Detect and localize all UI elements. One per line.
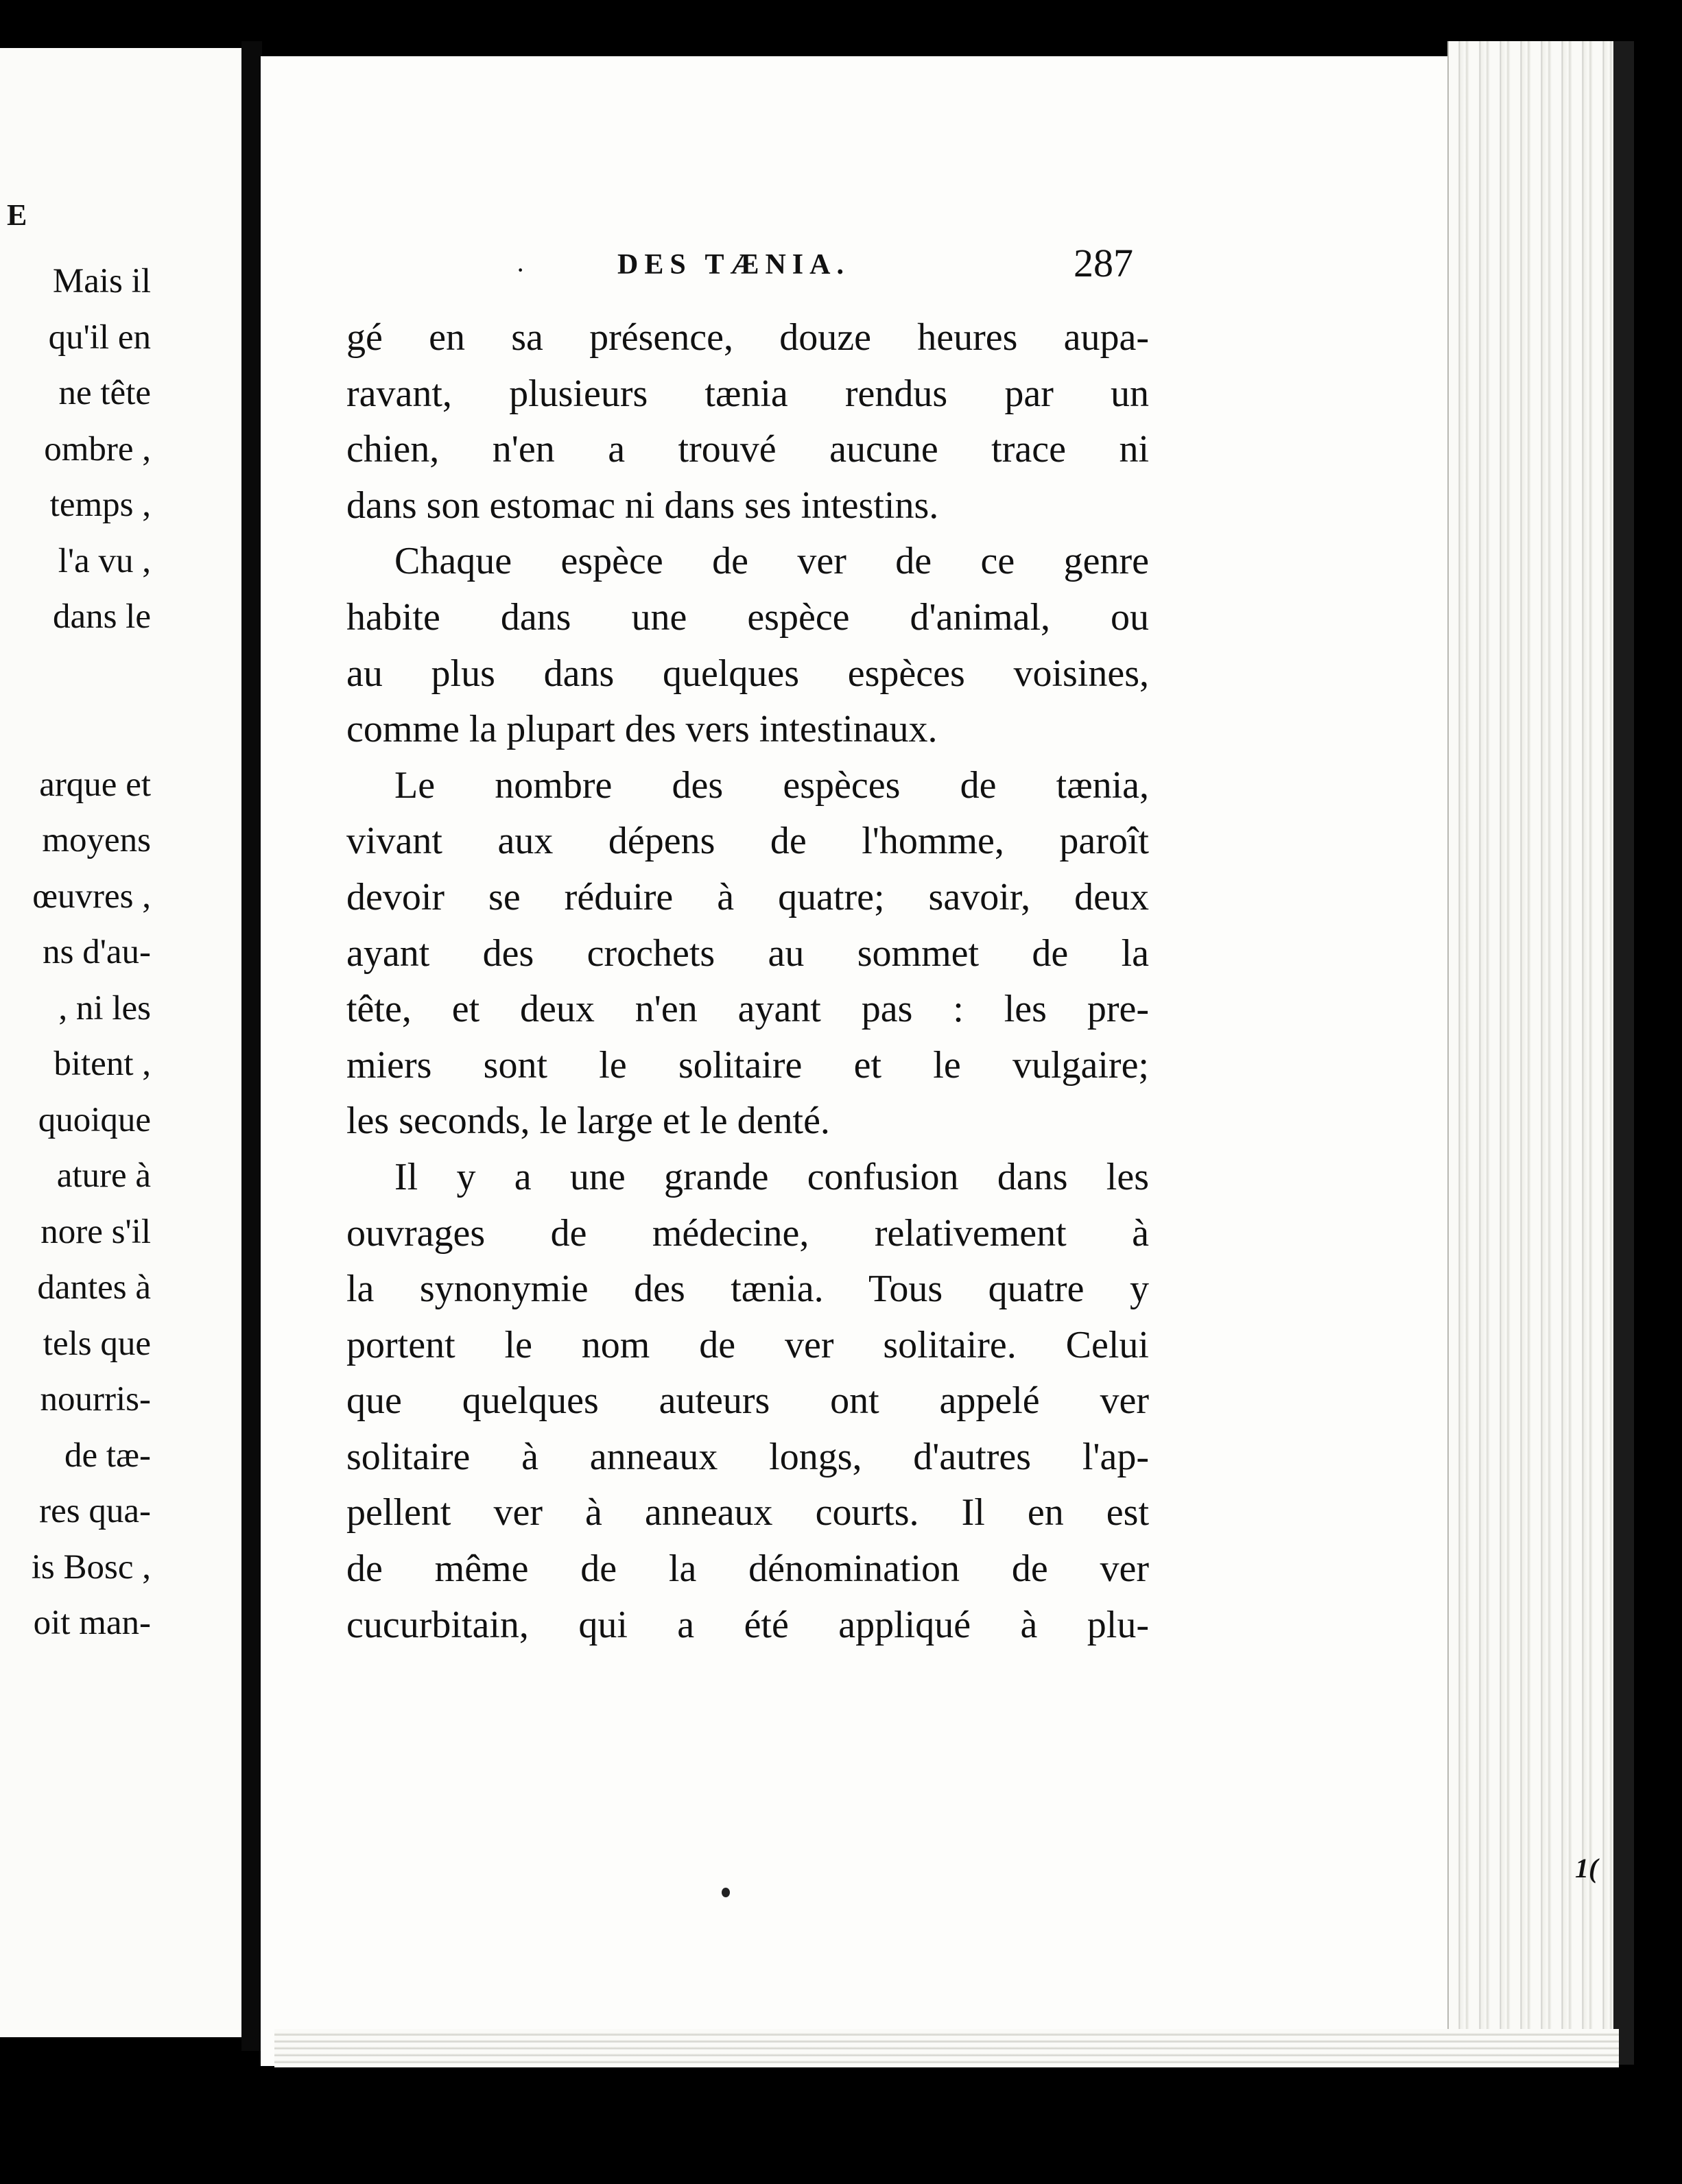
left-page-line: nourris- (40, 1380, 151, 1419)
text-line: cucurbitain, qui a été appliqué à plu- (346, 1603, 1149, 1646)
facing-page-left (0, 48, 244, 2037)
text-line: dans son estomac ni dans ses intestins. (346, 484, 939, 527)
left-page-line: ne tête (58, 374, 151, 412)
text-line: pellent ver à anneaux courts. Il en est (346, 1491, 1149, 1534)
text-line: les seconds, le large et le denté. (346, 1100, 830, 1143)
left-page-line: , ni les (58, 988, 151, 1028)
body-text (346, 310, 1149, 1653)
left-page-line: dantes à (37, 1268, 151, 1307)
text-line: ayant des crochets au sommet de la (346, 931, 1149, 975)
left-page-line: ature à (56, 1156, 151, 1195)
left-page-line: dans le (52, 597, 151, 636)
text-line: devoir se réduire à quatre; savoir, deux (346, 875, 1149, 918)
left-page-line: nore s'il (40, 1212, 151, 1251)
text-line: ouvrages de médecine, relativement à (346, 1211, 1149, 1255)
left-page-line: bitent , (54, 1045, 151, 1083)
text-line: que quelques auteurs ont appelé ver (346, 1379, 1149, 1423)
left-page-line: quoique (38, 1100, 151, 1139)
text-line: chien, n'en a trouvé aucune trace ni (346, 428, 1149, 471)
page-edges (1447, 41, 1634, 2065)
page-bottom-edge (274, 2029, 1619, 2067)
text-line: la synonymie des tænia. Tous quatre y (346, 1268, 1149, 1311)
left-page-line: moyens (42, 821, 151, 859)
text-line: miers sont le solitaire et le vulgaire; (346, 1043, 1149, 1087)
left-page-line: arque et (39, 765, 151, 804)
left-page-line: œuvres , (32, 877, 151, 916)
text-line: portent le nom de ver solitaire. Celui (346, 1323, 1149, 1366)
running-head-ornament: · (516, 254, 525, 285)
left-page-line: oit man- (33, 1604, 151, 1642)
left-page-line: temps , (49, 486, 151, 524)
left-page-line: res qua- (39, 1492, 151, 1530)
left-page-line: ns d'au- (43, 933, 151, 971)
ink-dot (722, 1888, 730, 1897)
text-line: au plus dans quelques espèces voisines, (346, 652, 1149, 695)
edge-mark: 1( (1575, 1853, 1598, 1884)
text-line: comme la plupart des vers intestinaux. (346, 708, 938, 751)
left-page-line: de tæ- (56, 1436, 151, 1475)
left-page-line: l'a vu , (49, 541, 151, 580)
left-page-text (0, 254, 233, 1652)
left-page-line (0, 701, 233, 757)
left-page-line: Mais il (52, 262, 151, 300)
left-page-line: qu'il en (48, 318, 151, 357)
left-page-line: tels que (43, 1324, 151, 1363)
left-page-line: is Bosc , (31, 1547, 151, 1587)
text-line: Le nombre des espèces de tænia, (394, 763, 1149, 807)
book-gutter (241, 41, 262, 2051)
text-line: tête, et deux n'en ayant pas : les pre- (346, 988, 1149, 1031)
left-page-line (0, 645, 233, 702)
text-line: gé en sa présence, douze heures aupa- (346, 316, 1149, 359)
left-page-line: ombre , (44, 429, 151, 468)
text-line: vivant aux dépens de l'homme, paroît (346, 820, 1149, 863)
left-running-head: E (7, 198, 29, 232)
text-line: Il y a une grande confusion dans les (394, 1155, 1149, 1198)
page-number: 287 (1074, 241, 1133, 285)
text-line: Chaque espèce de ver de ce genre (394, 540, 1149, 583)
running-head: DES TÆNIA. (617, 249, 850, 281)
text-line: de même de la dénomination de ver (346, 1547, 1149, 1591)
text-line: ravant, plusieurs tænia rendus par un (346, 372, 1149, 415)
text-line: habite dans une espèce d'animal, ou (346, 595, 1149, 639)
text-line: solitaire à anneaux longs, d'autres l'ap- (346, 1435, 1149, 1478)
